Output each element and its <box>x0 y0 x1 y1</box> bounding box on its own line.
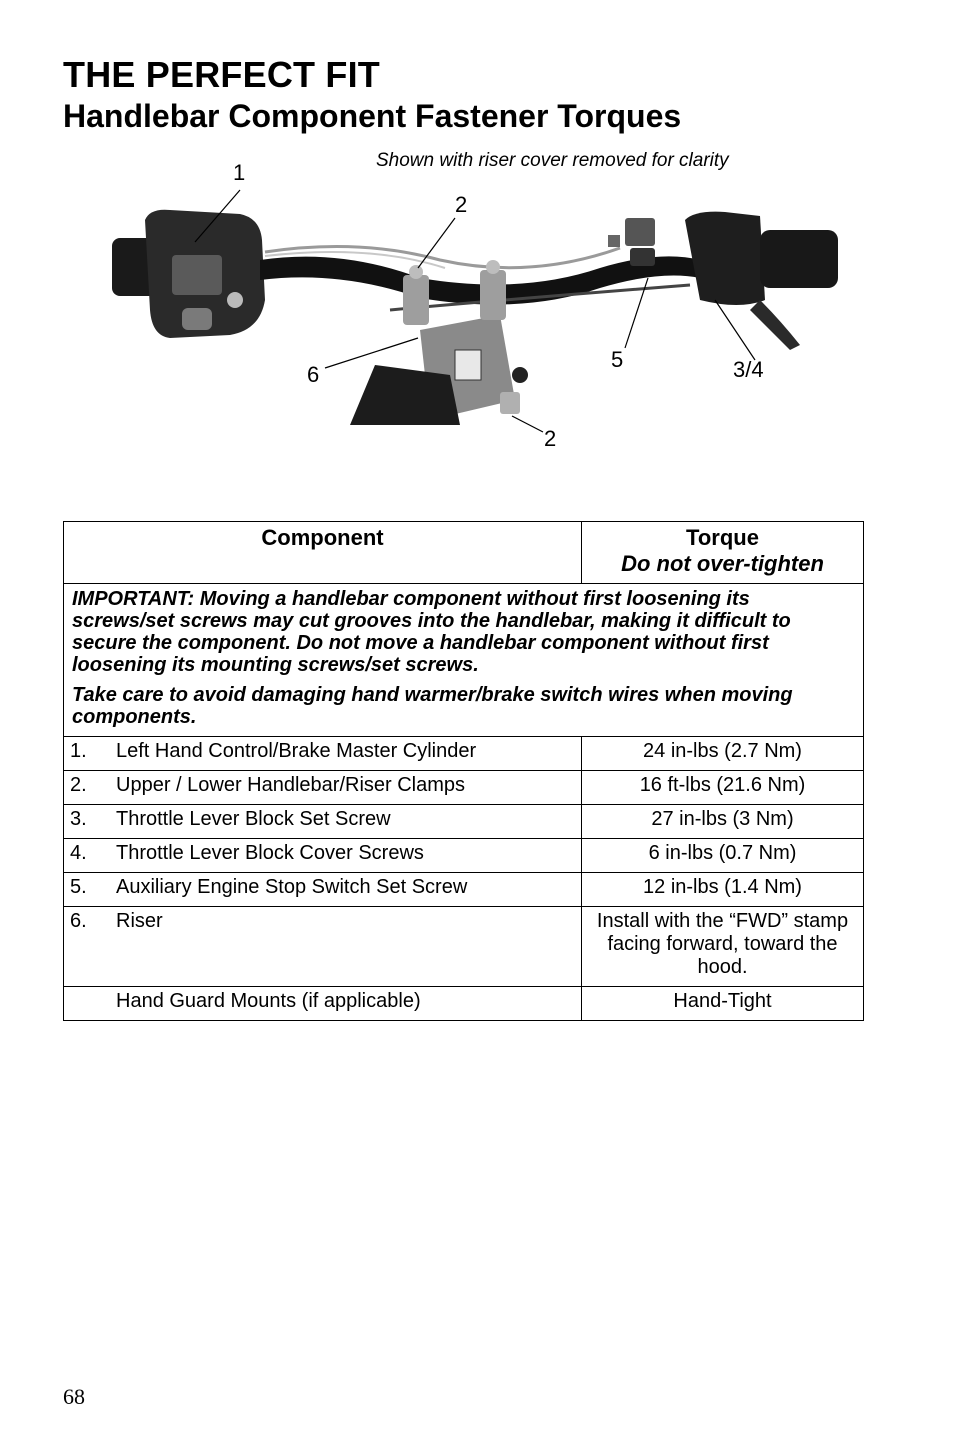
table-header-row <box>64 522 864 584</box>
component-name: Throttle Lever Block Cover Screws <box>116 842 424 864</box>
item-number: 1. <box>70 740 87 762</box>
component-cell <box>64 839 582 873</box>
table-row <box>64 907 864 987</box>
important-row <box>64 584 864 737</box>
item-number: 2. <box>70 774 87 796</box>
aux-engine-stop-switch <box>625 218 655 246</box>
callout-5: 5 <box>611 347 624 372</box>
torque-value: Install with the “FWD” stamp facing forward, toward the hood. <box>582 907 864 987</box>
component-cell <box>64 987 582 1021</box>
component-cell <box>64 771 582 805</box>
table-row <box>64 987 864 1021</box>
page-title: THE PERFECT FIT <box>63 54 380 95</box>
item-number: 6. <box>70 910 87 932</box>
header-component-label: Component <box>261 525 384 550</box>
torque-table <box>63 521 864 1021</box>
leader-line-2-lower <box>512 416 543 432</box>
figure-caption: Shown with riser cover removed for clarity <box>376 150 729 171</box>
header-torque <box>582 522 864 584</box>
left-control-panel <box>172 255 222 295</box>
item-number: 5. <box>70 876 87 898</box>
item-number: 3. <box>70 808 87 830</box>
torque-value: 16 ft-lbs (21.6 Nm) <box>582 771 864 805</box>
callout-3-4: 3/4 <box>733 357 764 382</box>
table-row <box>64 839 864 873</box>
component-name: Riser <box>116 910 163 932</box>
riser-label-sticker <box>455 350 481 380</box>
table-row <box>64 805 864 839</box>
care-note: Take care to avoid damaging hand warmer/brake switch wires when moving components. <box>72 684 793 728</box>
page-number: 68 <box>63 1384 85 1409</box>
callout-2-lower: 2 <box>544 426 557 451</box>
leader-line-3-4 <box>715 300 755 360</box>
component-name: Hand Guard Mounts (if applicable) <box>116 990 421 1012</box>
torque-value: 12 in-lbs (1.4 Nm) <box>582 873 864 907</box>
switch-mount <box>608 235 620 247</box>
component-name: Throttle Lever Block Set Screw <box>116 808 391 830</box>
clamp-bolt-left <box>409 265 423 279</box>
riser-knob <box>512 367 528 383</box>
torque-value: 6 in-lbs (0.7 Nm) <box>582 839 864 873</box>
callout-1: 1 <box>233 160 246 185</box>
item-number: 4. <box>70 842 87 864</box>
header-torque-label: Torque <box>686 525 759 550</box>
leader-line-6 <box>325 338 418 368</box>
table-row <box>64 873 864 907</box>
component-cell <box>64 873 582 907</box>
clamp-bolt-right <box>486 260 500 274</box>
callout-2-upper: 2 <box>455 192 468 217</box>
throttle-lever <box>750 300 800 350</box>
component-name: Upper / Lower Handlebar/Riser Clamps <box>116 774 466 796</box>
callout-6: 6 <box>307 362 320 387</box>
left-control-button <box>227 292 243 308</box>
header-component <box>64 522 582 584</box>
header-torque-note: Do not over-tighten <box>621 551 824 576</box>
important-note: IMPORTANT: Moving a handlebar component without first loosening its screws/set screws may cut grooves into the handlebar, making it difficult to secure the component. Do not move a handlebar component without first loosening its mounting screws/set screws. <box>72 588 791 676</box>
handlebar-photo-illustration <box>100 160 860 460</box>
component-cell <box>64 737 582 771</box>
torque-value: Hand-Tight <box>582 987 864 1021</box>
torque-value: 27 in-lbs (3 Nm) <box>582 805 864 839</box>
aux-switch-clamp <box>630 248 655 266</box>
table-row <box>64 737 864 771</box>
left-control-switch <box>182 308 212 330</box>
left-riser-clamp <box>403 275 429 325</box>
component-name: Left Hand Control/Brake Master Cylinder <box>116 740 477 762</box>
torque-value: 24 in-lbs (2.7 Nm) <box>582 737 864 771</box>
right-riser-clamp <box>480 270 506 320</box>
component-name: Auxiliary Engine Stop Switch Set Screw <box>116 876 468 898</box>
lower-clamp-bolt <box>500 392 520 414</box>
component-cell <box>64 907 582 987</box>
table-row <box>64 771 864 805</box>
right-grip <box>760 230 838 288</box>
important-note-cell <box>64 584 864 737</box>
section-title: Handlebar Component Fastener Torques <box>63 98 682 134</box>
throttle-block <box>685 212 765 305</box>
handlebar-figure <box>100 160 860 460</box>
component-cell <box>64 805 582 839</box>
